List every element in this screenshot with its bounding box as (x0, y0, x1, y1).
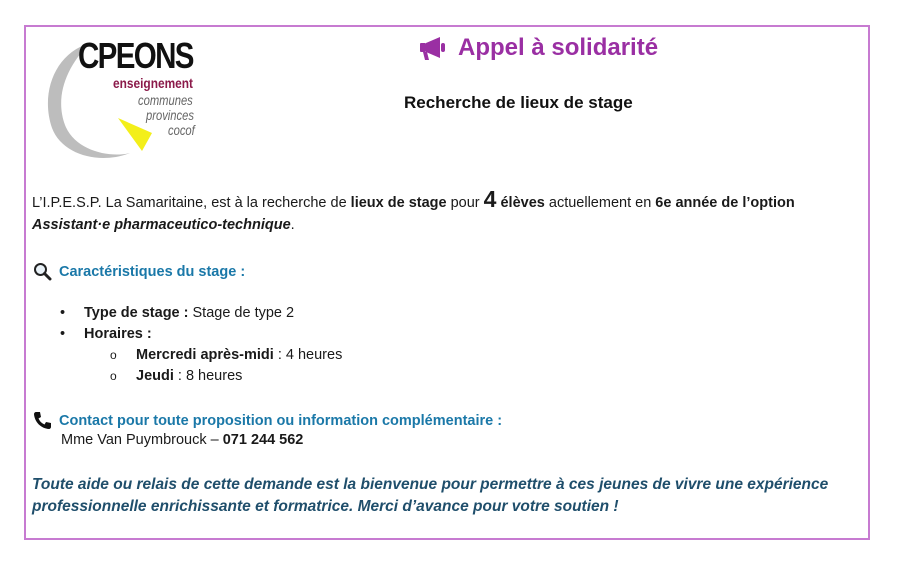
phone-icon (33, 411, 52, 430)
wednesday-value: : 4 heures (273, 347, 343, 363)
type-value: Stage de type 2 (188, 305, 295, 321)
characteristics-heading-text: Caractéristiques du stage : (59, 263, 246, 280)
intro-text-3: actuellement en (544, 195, 656, 211)
intro-text-4: . (290, 217, 295, 233)
characteristics-heading (33, 262, 245, 281)
intro-bold-eleves: élèves (496, 195, 545, 211)
intro-text-2: pour (446, 195, 484, 211)
logo-line-provinces: provinces (146, 107, 194, 123)
logo-line-communes: communes (138, 92, 193, 108)
logo-line-cocof: cocof (168, 122, 195, 138)
contact-line (61, 432, 303, 448)
list-item-hours: • Horaires : (60, 326, 152, 342)
intro-paragraph (32, 188, 862, 236)
list-item-wednesday: o Mercredi après-midi : 4 heures (110, 347, 343, 363)
intro-bold-lieux: lieux de stage (350, 195, 447, 211)
student-count: 4 (483, 186, 497, 212)
logo-title: CPEONS (78, 35, 193, 76)
contact-name: Mme Van Puymbrouck – (61, 432, 223, 448)
wednesday-label: Mercredi après-midi (136, 347, 274, 363)
thursday-value: : 8 heures (173, 368, 243, 384)
intro-text-1: L’I.P.E.S.P. La Samaritaine, est à la recherche de (32, 195, 351, 211)
appeal-title: Appel à solidarité (458, 34, 659, 61)
logo-subtitle: enseignement (113, 75, 194, 91)
megaphone-icon (418, 35, 448, 61)
thursday-label: Jeudi (136, 368, 174, 384)
list-item-type: • Type de stage : Stage de type 2 (60, 305, 295, 321)
contact-heading (33, 411, 502, 430)
page-subtitle: Recherche de lieux de stage (404, 93, 633, 112)
intro-option-name: Assistant·e pharmaceutico-technique (32, 217, 291, 233)
contact-phone: 071 244 562 (222, 432, 304, 448)
cpeons-logo (40, 33, 205, 163)
closing-message: Toute aide ou relais de cette demande est la bienvenue pour permettre à ces jeunes de vivre une expérience professionnelle enrichissante et formatrice. Merci d’avance pour votre soutien ! (32, 476, 829, 515)
hours-label: Horaires : (84, 326, 152, 342)
characteristics-list (60, 303, 342, 387)
type-label: Type de stage : (84, 305, 189, 321)
intro-bold-year: 6e année de l’option (655, 195, 795, 211)
appeal-header (418, 34, 658, 62)
magnifier-icon (33, 262, 52, 281)
list-item-thursday: o Jeudi : 8 heures (110, 368, 243, 384)
contact-heading-text: Contact pour toute proposition ou information complémentaire : (59, 412, 503, 429)
